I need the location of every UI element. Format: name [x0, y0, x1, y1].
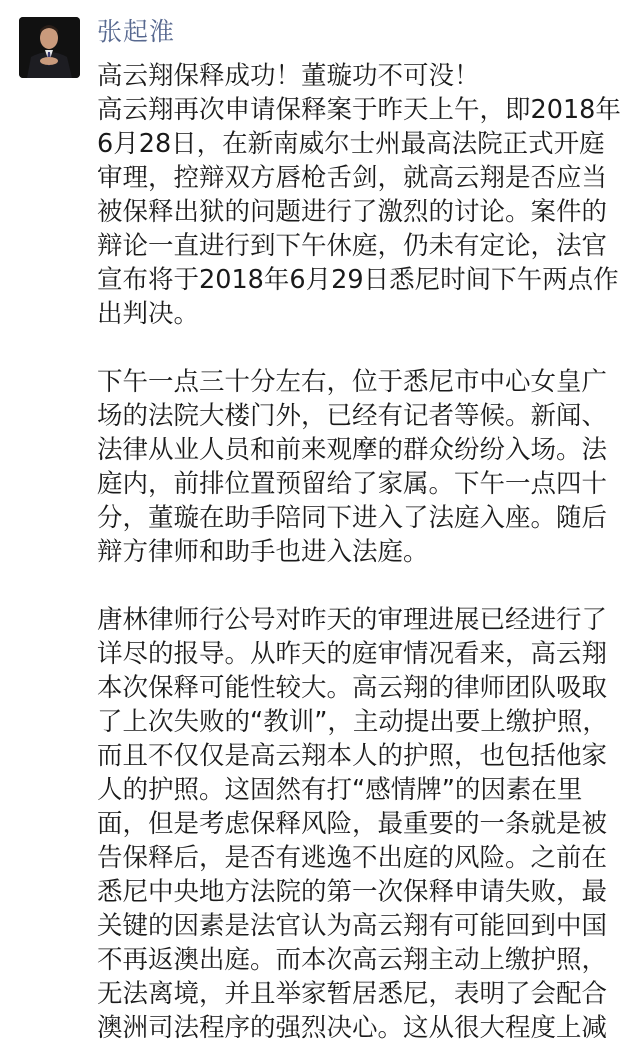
- post-body: [97, 59, 635, 1045]
- author-name[interactable]: 张起淮: [97, 17, 176, 46]
- author-avatar[interactable]: [19, 17, 80, 78]
- post-paragraph: 唐林律师行公号对昨天的审理进展已经进行了 详尽的报导。从昨天的庭审情况看来，高云翔 本次保释可能性较大。高云翔的律师团队吸取 了上次失败的“教训”，主动提出要上缴护照， 而且不仅仅是高云翔本人的护照，也包括他家 人的护照。这固然有打“感情牌”的因素在里 面，但是考虑保释风险，最重要的一条就是被 告保释后，是否有逃逸不出庭的风险。之前在 悉尼中央地方法院的第一次保释申请失败，最 关键的因素是法官认为高云翔有可能回到中国 不再返澳出庭。而本次高云翔主动上缴护照， 无法离境，并且举家暂居悉尼，表明了会配合 澳洲司法程序的强烈决心。这从很大程度上减: [97, 605, 608, 1043]
- post-paragraph: 高云翔再次申请保释案于昨天上午，即2018年 6月28日，在新南威尔士州最高法院正式开庭 审理，控辩双方唇枪舌剑，就高云翔是否应当 被保释出狱的问题进行了激烈的讨论。案件的 辩论一直进行到下午休庭，仍未有定论，法官 宣布将于2018年6月29日悉尼时间下午两点作 出判决。: [97, 95, 621, 329]
- post-title: 高云翔保释成功！董璇功不可没！: [97, 61, 480, 91]
- post-paragraph: 下午一点三十分左右，位于悉尼市中心女皇广 场的法院大楼门外，已经有记者等候。新闻、 法律从业人员和前来观摩的群众纷纷入场。法 庭内，前排位置预留给了家属。下午一点四十 分，董璇在助手陪同下进入了法庭入座。随后 辩方律师和助手也进入法庭。: [97, 367, 608, 567]
- avatar-portrait-icon: [19, 17, 80, 78]
